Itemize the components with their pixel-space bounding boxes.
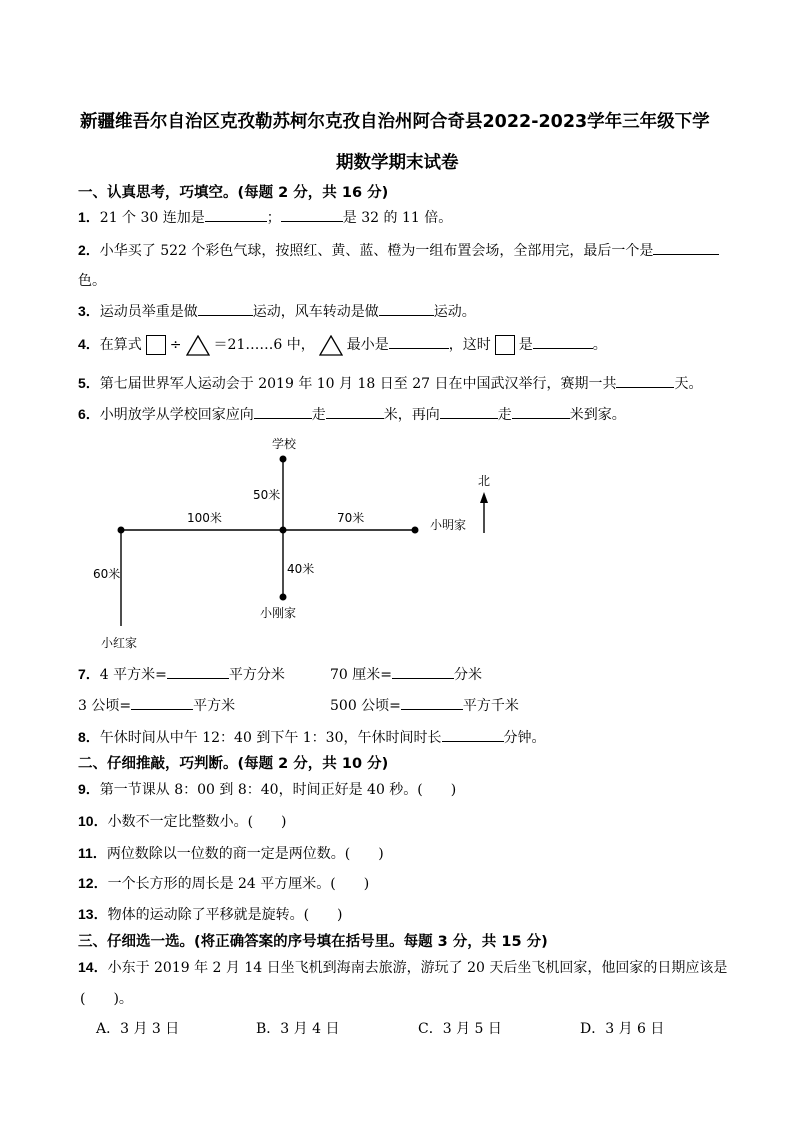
q5-text-a: 第七届世界军人运动会于 2019 年 10 月 18 日至 27 日在中国武汉举行，赛期一共 [99,376,617,392]
title-line-1: 新疆维吾尔自治区克孜勒苏柯尔克孜自治州阿合奇县2022-2023学年三年级下学 [80,112,710,132]
question-7-row-1 [78,664,285,684]
question-number: 7． [78,666,100,682]
label-north: 北 [478,474,491,488]
option-a[interactable]: A．3 月 3 日 [96,1021,180,1037]
q4-text-b: ＝21……6 中， [213,337,315,353]
answer-blank[interactable] [326,404,384,419]
question-12 [78,873,369,893]
question-number: 6． [78,406,100,422]
q6-text-d: 走 [497,407,512,423]
question-5 [78,373,702,393]
question-number: 4． [78,336,100,352]
title-line-2: 期数学期末试卷 [336,153,459,173]
triangle-symbol [319,335,343,356]
question-1 [78,207,452,227]
question-number: 12． [78,875,108,891]
q1-text-c: 是 32 的 11 倍。 [342,210,453,226]
question-3 [78,301,476,321]
q1-text-b: ； [266,210,281,226]
question-13 [78,904,343,924]
q8-text-a: 午休时间从中午 12：40 到下午 1：30，午休时间时长 [99,730,442,746]
q7-text-d2: 平方千米 [462,698,519,714]
q13-text: 物体的运动除了平移就是旋转。( ) [107,907,343,923]
question-4 [78,334,607,356]
option-b[interactable]: B．3 月 4 日 [256,1021,340,1037]
question-number: 14． [78,959,108,975]
q1-text-a: 21 个 30 连加是 [99,210,205,226]
divide-symbol: ÷ [169,337,182,353]
q3-text-a: 运动员举重是做 [99,304,198,320]
question-number: 1． [78,209,100,225]
q6-text-e: 米到家。 [569,407,626,423]
answer-blank[interactable] [616,373,674,388]
label-school: 学校 [272,437,297,451]
q4-text-f: 。 [592,337,607,353]
question-6 [78,404,626,424]
label-100m: 100米 [187,511,222,525]
xiaoming-home-point [412,527,419,534]
label-50m: 50米 [253,488,281,502]
section-1-heading: 一、认真思考，巧填空。(每题 2 分，共 16 分) [78,185,389,201]
q10-text: 小数不一定比整数小。( ) [107,814,287,830]
q14-text: 小东于 2019 年 2 月 14 日坐飞机到海南去旅游，游玩了 20 天后坐飞机回家，他回家的日期应该是 [107,960,728,976]
q3-text-b: 运动，风车转动是做 [252,304,379,320]
question-number: 10． [78,813,108,829]
q6-text-c: 米，再向 [383,407,440,423]
q7-text-b2: 分米 [454,667,482,683]
q7-text-a2: 平方分米 [228,667,285,683]
xiaogang-home-point [280,594,287,601]
question-14-cont: ( )。 [80,991,133,1007]
q7-text-a1: 4 平方米= [99,667,167,683]
q9-text: 第一节课从 8：00 到 8：40，时间正好是 40 秒。( ) [99,782,457,798]
crossroad-point [280,527,287,534]
question-number: 9． [78,781,100,797]
question-number: 11． [78,845,107,861]
option-c[interactable]: C．3 月 5 日 [418,1021,502,1037]
question-2-cont: 色。 [78,273,106,289]
question-7-row-2 [78,695,235,715]
square-symbol [495,335,515,355]
q5-text-b: 天。 [674,376,703,392]
square-symbol [146,335,166,355]
question-8 [78,727,546,747]
question-number: 8． [78,729,100,745]
answer-blank[interactable] [440,404,498,419]
answer-blank[interactable] [205,207,267,222]
question-number: 13． [78,906,108,922]
north-arrow-head [480,492,488,503]
answer-blank[interactable] [392,664,454,679]
answer-blank[interactable] [512,404,570,419]
q4-text-d: ，这时 [448,337,491,353]
question-9 [78,779,456,799]
question-number: 5． [78,375,100,391]
label-70m: 70米 [337,511,365,525]
q3-text-c: 运动。 [433,304,476,320]
question-number: 3． [78,303,100,319]
answer-blank[interactable] [533,334,593,349]
question-number: 2． [78,242,100,258]
option-d[interactable]: D．3 月 6 日 [580,1021,665,1037]
answer-blank[interactable] [198,301,253,316]
label-xiaogang-home: 小刚家 [260,606,297,620]
corner-point [118,527,125,534]
question-7-item-b [330,664,482,684]
question-7-item-d [330,695,519,715]
q7-text-c1: 3 公顷= [78,698,132,714]
q7-text-b1: 70 厘米= [330,667,392,683]
answer-blank[interactable] [281,207,343,222]
q12-text: 一个长方形的周长是 24 平方厘米。( ) [107,876,370,892]
q8-text-b: 分钟。 [503,730,546,746]
q11-text: 两位数除以一位数的商一定是两位数。( ) [106,846,384,862]
q2-text-a: 小华买了 522 个彩色气球，按照红、黄、蓝、橙为一组布置会场，全部用完，最后一个是 [99,243,654,259]
answer-blank[interactable] [389,334,449,349]
q4-text-e: 是 [518,337,533,353]
answer-blank[interactable] [442,727,504,742]
q6-text-b: 走 [311,407,326,423]
answer-blank[interactable] [379,301,434,316]
label-60m: 60米 [93,567,121,581]
q6-text-a: 小明放学从学校回家应向 [99,407,254,423]
triangle-symbol [186,335,210,356]
label-xiaoming-home: 小明家 [430,518,467,532]
section-3-heading: 三、仔细选一选。(将正确答案的序号填在括号里。每题 3 分，共 15 分) [78,934,548,950]
answer-blank[interactable] [401,695,463,710]
answer-blank[interactable] [653,240,719,255]
question-10 [78,811,287,831]
question-14 [78,957,727,977]
question-2 [78,240,719,260]
label-40m: 40米 [287,562,315,576]
q4-text-c: 最小是 [346,337,389,353]
label-xiaohong-home: 小红家 [101,636,138,650]
q7-text-d1: 500 公顷= [330,698,401,714]
q4-text-a: 在算式 [99,337,142,353]
school-point [280,456,287,463]
question-11 [78,843,384,863]
answer-blank[interactable] [254,404,312,419]
q7-text-c2: 平方米 [193,698,236,714]
answer-blank[interactable] [167,664,229,679]
answer-blank[interactable] [131,695,193,710]
section-2-heading: 二、仔细推敲，巧判断。(每题 2 分，共 10 分) [78,756,389,772]
